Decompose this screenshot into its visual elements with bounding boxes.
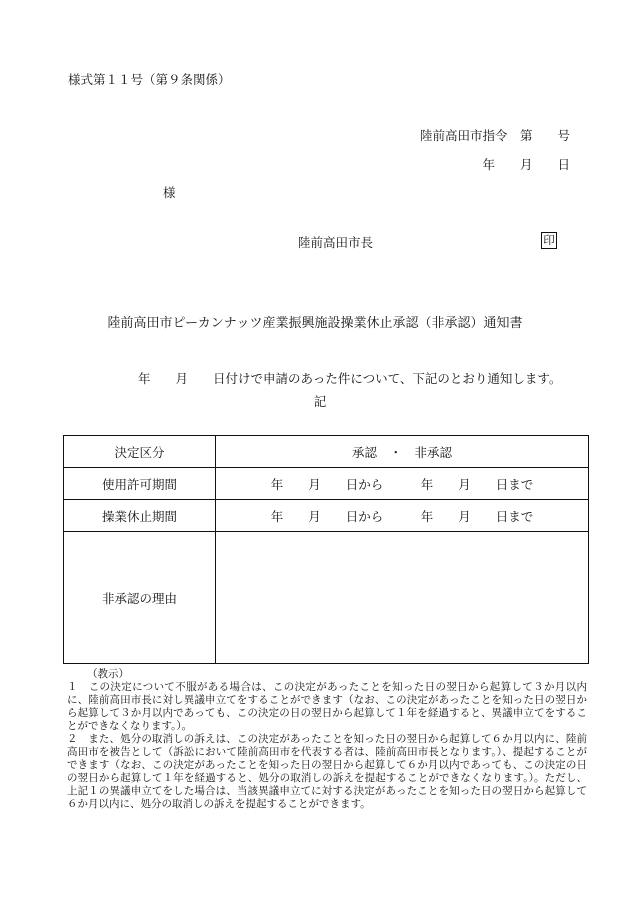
- suspension-period-value: 年 月 日から 年 月 日まで: [216, 500, 589, 532]
- decision-type-label: 決定区分: [64, 436, 216, 468]
- form-number: 様式第１１号（第９条関係）: [68, 72, 231, 87]
- notes-item-1: １ この決定について不服がある場合は、この決定があったことを知った日の翌日から起算して３か月以内に、陸前高田市長に対し異議申立てをすることができます（なお、この決定があったことを知った日の翌日から起算して３か月以内であっても、この決定の日の翌日から起算して１年を経過すると、異議申立てをすることができなくなります。）。: [67, 681, 587, 732]
- seal-mark: 印: [541, 232, 557, 249]
- table-row: [64, 532, 589, 664]
- instruction-notes: [67, 668, 587, 811]
- ki-heading: 記: [313, 394, 327, 409]
- notes-heading: （教示）: [87, 668, 129, 680]
- table-row: [64, 468, 589, 500]
- decision-table: [63, 435, 589, 664]
- intro-text: 年 月 日付けで申請のあった件について、下記のとおり通知します。: [138, 371, 562, 386]
- decision-type-value: 承認 ・ 非承認: [216, 436, 589, 468]
- issuer-name: 陸前高田市長: [298, 235, 374, 250]
- usage-period-label: 使用許可期間: [64, 468, 216, 500]
- rejection-reason-value: [216, 532, 589, 664]
- usage-period-value: 年 月 日から 年 月 日まで: [216, 468, 589, 500]
- notes-item-2: ２ また、処分の取消しの訴えは、この決定があったことを知った日の翌日から起算して６か月以内に、陸前高田市を被告として（訴訟において陸前高田市を代表する者は、陸前高田市長となります。）、提起することができます（なお、この決定があったことを知った日の翌日から起算して６か月以内であっても、この決定の日の翌日から起算して１年を経過すると、処分の取消しの訴えを提起することができなくなります。）。ただし、上記１の異議申立てをした場合は、当該異議申立てに対する決定があったことを知った日の翌日から起算して６か月以内に、処分の取消しの訴えを提起することができます。: [67, 733, 587, 810]
- document-number: 陸前高田市指令 第 号: [419, 128, 570, 143]
- rejection-reason-label: 非承認の理由: [64, 532, 216, 664]
- table-row: [64, 500, 589, 532]
- suspension-period-label: 操業休止期間: [64, 500, 216, 532]
- table-row: [64, 436, 589, 468]
- addressee: 様: [163, 185, 176, 200]
- document-title: 陸前高田市ピーカンナッツ産業振興施設操業休止承認（非承認）通知書: [107, 316, 523, 331]
- document-date: 年 月 日: [482, 157, 570, 172]
